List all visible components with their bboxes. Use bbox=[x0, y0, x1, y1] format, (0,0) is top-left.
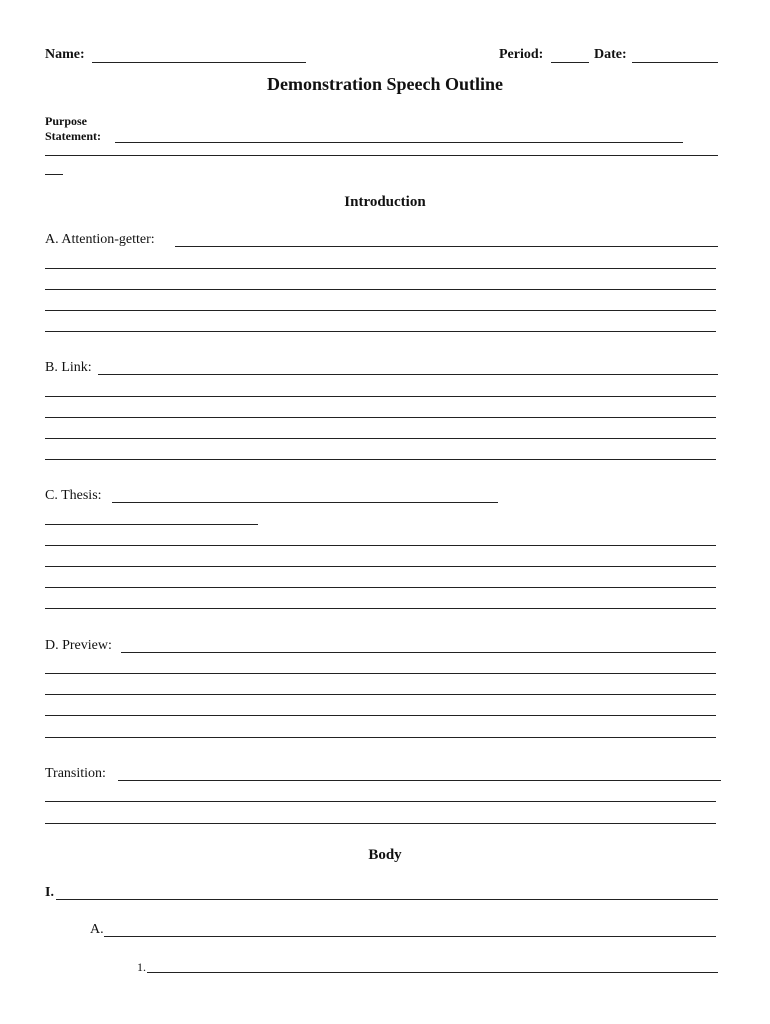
thesis-line-short[interactable] bbox=[45, 524, 258, 525]
link-blank[interactable] bbox=[98, 374, 718, 375]
attention-getter-line[interactable] bbox=[45, 289, 716, 290]
main-point-label: I. bbox=[45, 885, 54, 900]
preview-line[interactable] bbox=[45, 715, 716, 716]
thesis-blank[interactable] bbox=[112, 502, 498, 503]
purpose-blank-1[interactable] bbox=[115, 142, 683, 143]
transition-line[interactable] bbox=[45, 801, 716, 802]
thesis-line[interactable] bbox=[45, 587, 716, 588]
transition-blank[interactable] bbox=[118, 780, 721, 781]
link-line[interactable] bbox=[45, 459, 716, 460]
preview-line[interactable] bbox=[45, 673, 716, 674]
page-title: Demonstration Speech Outline bbox=[267, 74, 503, 94]
thesis-label: C. Thesis: bbox=[45, 488, 102, 503]
attention-getter-label: A. Attention-getter: bbox=[45, 232, 155, 247]
preview-blank[interactable] bbox=[121, 652, 716, 653]
purpose-label-line1: Purpose bbox=[45, 114, 87, 128]
link-line[interactable] bbox=[45, 417, 716, 418]
introduction-heading: Introduction bbox=[344, 194, 426, 210]
date-blank[interactable] bbox=[632, 62, 718, 63]
period-label: Period: bbox=[499, 47, 544, 62]
date-label: Date: bbox=[594, 47, 627, 62]
transition-line[interactable] bbox=[45, 823, 716, 824]
detail-point-label: 1. bbox=[137, 960, 146, 974]
attention-getter-line[interactable] bbox=[45, 310, 716, 311]
transition-label: Transition: bbox=[45, 766, 106, 781]
name-blank[interactable] bbox=[92, 62, 306, 63]
purpose-label-line2: Statement: bbox=[45, 129, 101, 143]
period-blank[interactable] bbox=[551, 62, 589, 63]
main-point-blank[interactable] bbox=[56, 899, 718, 900]
preview-line[interactable] bbox=[45, 694, 716, 695]
sub-point-label: A. bbox=[90, 922, 104, 937]
preview-line[interactable] bbox=[45, 737, 716, 738]
link-line[interactable] bbox=[45, 438, 716, 439]
link-label: B. Link: bbox=[45, 360, 92, 375]
purpose-blank-2[interactable] bbox=[45, 155, 718, 156]
detail-point-blank[interactable] bbox=[147, 972, 718, 973]
preview-label: D. Preview: bbox=[45, 638, 112, 653]
thesis-line[interactable] bbox=[45, 608, 716, 609]
body-heading: Body bbox=[368, 847, 402, 863]
thesis-line[interactable] bbox=[45, 566, 716, 567]
name-label: Name: bbox=[45, 47, 85, 62]
sub-point-blank[interactable] bbox=[104, 936, 716, 937]
attention-getter-line[interactable] bbox=[45, 268, 716, 269]
link-line[interactable] bbox=[45, 396, 716, 397]
purpose-blank-3[interactable] bbox=[45, 174, 63, 175]
thesis-line[interactable] bbox=[45, 545, 716, 546]
attention-getter-blank[interactable] bbox=[175, 246, 718, 247]
attention-getter-line[interactable] bbox=[45, 331, 716, 332]
